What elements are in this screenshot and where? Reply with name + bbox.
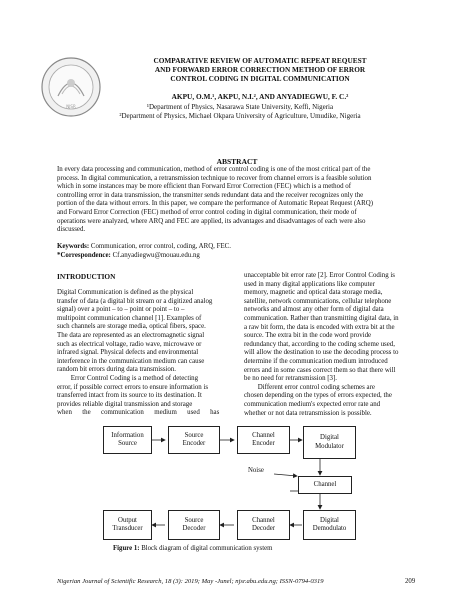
arrow-noise-to-channel — [274, 474, 297, 476]
authors: AKPU, O.M.¹, AKPU, N.I.², AND ANYADIEGWU, F. C.² — [171, 92, 349, 101]
intro-line: Different error control coding schemes are — [244, 383, 375, 391]
figure-caption-label: Figure 1: — [113, 545, 140, 552]
block-label: Encoder — [252, 440, 275, 447]
intro-line: Error Control Coding is a method of detecting — [57, 374, 199, 382]
block-label: Channel — [313, 480, 337, 488]
block-source-encoder — [168, 426, 220, 454]
intro-line: provides reliable digital transmission and storage — [57, 400, 193, 408]
abstract-line: process. In digital communication, a retransmission technique to recover from channel errors is a feasible solution — [57, 174, 372, 182]
intro-line: redundancy that, according to the coding scheme used, — [244, 340, 395, 348]
block-channel-encoder — [237, 426, 290, 454]
page-number: 209 — [405, 578, 416, 585]
figure-caption — [113, 545, 272, 552]
keywords-text: Communication, error control, coding, ARQ, FEC. — [89, 243, 231, 250]
intro-line: infrared signal. Physical defects and environmental — [57, 349, 199, 357]
affiliation-2: ²Department of Physics, Michael Okpara University of Agriculture, Umudike, Nigeria — [119, 112, 361, 120]
abstract-line: portion of the data without errors. In this paper, we compare the performance of Automatic Repeat Request (ARQ) — [57, 200, 374, 208]
block-label: Encoder — [182, 440, 206, 447]
block-source-decoder — [168, 510, 220, 540]
intro-line: transferred intact from its source to its destination. It — [57, 392, 202, 400]
block-label: Demodulato — [312, 525, 347, 532]
intro-line: chosen depending on the types of errors expected, the — [244, 392, 392, 400]
intro-line: be no need for retransmission [3]. — [244, 375, 337, 383]
footer-journal: Nigerian Journal of Scientific Research, 18 (3): 2019; May -Junel; njsr.abu.edu.ng; ISSN-0794-0319 — [57, 578, 324, 585]
intro-line: error, if possible correct errors to ensure information is — [57, 383, 209, 391]
block-label: Modulator — [315, 442, 344, 450]
abstract-body — [57, 166, 419, 235]
block-channel — [298, 476, 352, 494]
intro-line: errors and in some cases correct them so that there will — [244, 366, 396, 374]
block-label: Information — [111, 431, 144, 439]
paper-title — [110, 56, 410, 83]
noise-label: Noise — [248, 467, 264, 474]
block-label: Digital — [320, 516, 339, 524]
title-line: COMPARATIVE REVIEW OF AUTOMATIC REPEAT REQUEST — [153, 56, 367, 65]
block-information-source — [103, 426, 152, 454]
intro-line: will allow the destination to use the decoding process to — [244, 349, 399, 357]
intro-line: satellite, network communications, cellular telephone — [244, 297, 392, 305]
abstract-line: and Forward Error Correction (FEC) method of error control coding in digital communication, their mode of — [57, 208, 357, 216]
intro-line: whether or not data retransmission is possible. — [244, 409, 372, 417]
intro-line: memory, magnetic and optical data storage media, — [244, 289, 383, 297]
intro-line: determine if the communication medium introduced — [244, 357, 388, 365]
block-label: Source — [184, 516, 204, 524]
block-label: Source — [118, 440, 137, 447]
intro-line: source. The extra bit in the code word provide — [244, 332, 372, 340]
keywords-label: Keywords: — [57, 243, 90, 250]
correspondence-label: *Correspondence: — [57, 252, 111, 259]
intro-line: such channels are storage media, optical fibers, space. — [57, 323, 206, 331]
abstract-line: which in some instances may be more efficient than Forward Error Correction (FEC) which is a method of — [57, 183, 351, 191]
abstract-heading: ABSTRACT — [216, 157, 258, 166]
block-output-transducer — [103, 510, 152, 540]
block-label: Channel — [252, 431, 275, 439]
block-label: Output — [118, 516, 137, 524]
block-channel-decoder — [237, 510, 290, 540]
intro-line: when the communication medium used has — [57, 409, 220, 417]
introduction-heading: INTRODUCTION — [57, 272, 116, 281]
figure-caption-text: Block diagram of digital communication system — [139, 545, 273, 552]
intro-line: networks and almost any other form of digital data — [244, 306, 384, 314]
intro-line: random bit errors during data transmission. — [57, 366, 177, 374]
block-label: Digital — [320, 434, 339, 442]
title-line: AND FORWARD ERROR CORRECTION METHOD OF ERROR — [154, 65, 366, 74]
intro-line: communication. Rather than transmitting digital data, in — [244, 314, 399, 322]
block-label: Channel — [252, 516, 275, 524]
block-label: Decoder — [251, 525, 276, 532]
intro-line: signal) over a point – to – point or point – to – — [57, 306, 185, 314]
intro-line: such as electrical voltage, radio wave, microwave or — [57, 340, 202, 348]
intro-line: unacceptable bit error rate [2]. Error Control Coding is — [244, 272, 395, 279]
abstract-line: operations were analyzed, where ARQ and FEC are applied, its advantages and disadvantages of each were also — [57, 217, 366, 225]
intro-line: transfer of data (a digital bit stream or a digitized analog — [57, 297, 213, 305]
abstract-line: discussed. — [57, 226, 86, 234]
abstract-line: controlling error in data transmission, the transmitter sends redundant data and the receiver recognizes only the — [57, 191, 364, 199]
intro-right-column — [244, 272, 420, 418]
intro-line: interference in the communication medium can cause — [57, 357, 205, 365]
correspondence — [57, 252, 419, 261]
intro-line: a raw bit form, the data is encoded with extra bit at the — [244, 323, 395, 331]
affiliation-1: ¹Department of Physics, Nasarawa State University, Keffi, Nigeria — [146, 103, 334, 111]
title-line: CONTROL CODING IN DIGITAL COMMUNICATION — [170, 74, 350, 83]
intro-left-column — [57, 289, 231, 418]
block-digital-demodulator — [303, 510, 356, 540]
block-label: Transducer — [112, 525, 143, 532]
block-label: Source — [184, 431, 204, 439]
block-label: Decoder — [182, 525, 206, 532]
svg-text:NJSR: NJSR — [66, 104, 76, 109]
abstract-line: In every data processing and communication, method of error control coding is one of the most critical part of the — [57, 166, 371, 173]
intro-line: The data are represented as an electromagnetic signal — [57, 331, 205, 339]
intro-line: Digital Communication is defined as the physical — [57, 289, 194, 296]
intro-line: used in many digital applications like computer — [244, 280, 375, 288]
intro-line: communication medium's expected error rate and — [244, 400, 381, 408]
correspondence-email: Cf.anyadiegwu@mouau.edu.ng — [110, 252, 200, 259]
block-digital-modulator — [303, 426, 356, 459]
intro-line: multipoint communication channel [1]. Examples of — [57, 314, 202, 322]
keywords — [57, 243, 419, 252]
